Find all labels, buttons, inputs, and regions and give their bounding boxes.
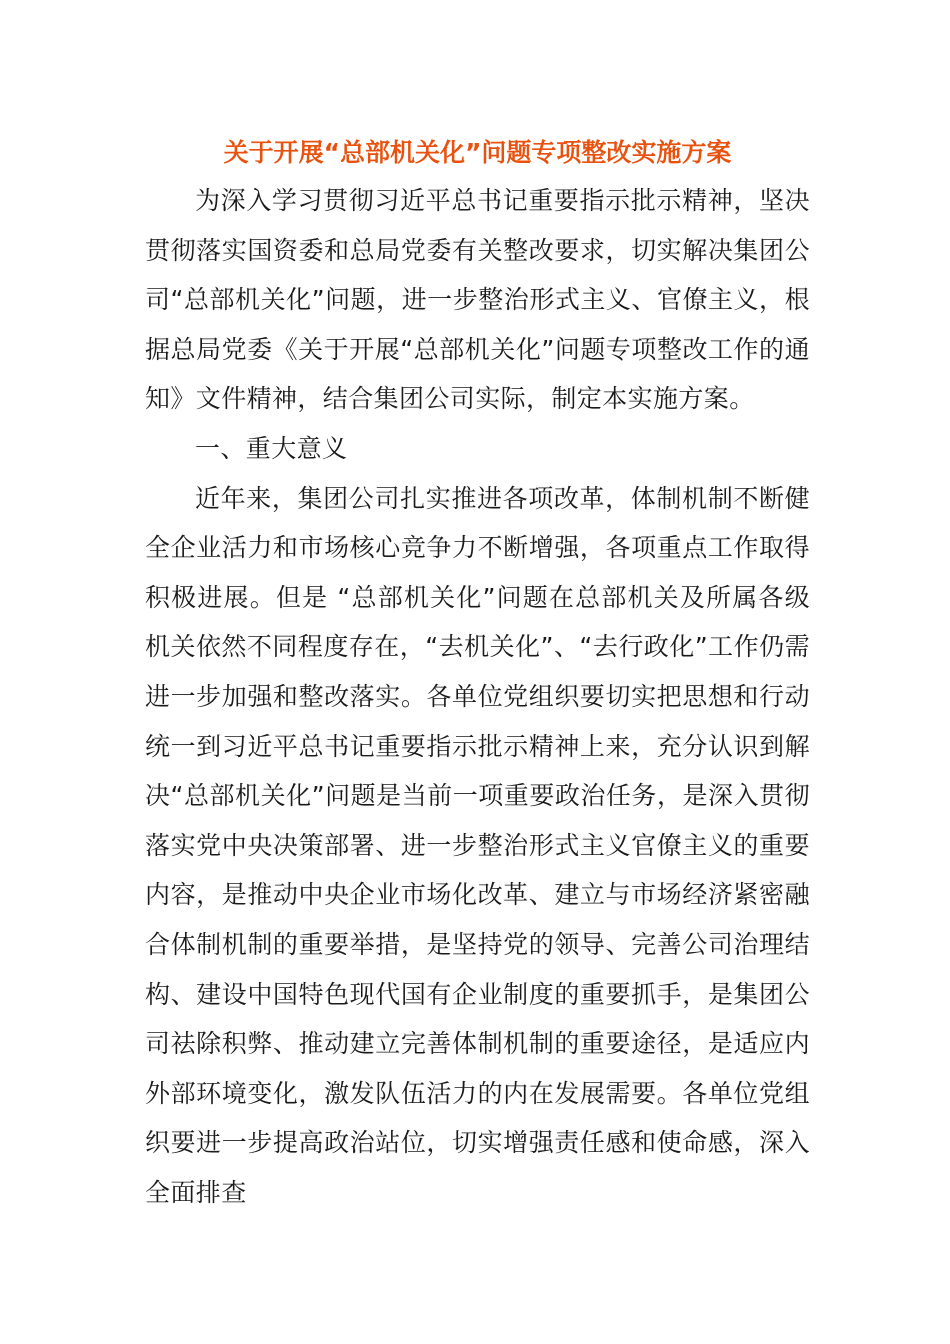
section-paragraph: 近年来，集团公司扎实推进各项改革，体制机制不断健全企业活力和市场核心竞争力不断增强，各项重点工作取得积极进展。但是 “总部机关化”问题在总部机关及所属各级机关依然不同程度存在，“去机关化”、“去行政化”工作仍需进一步加强和整改落实。各单位党组织要切实把思想和行动统一到习近平总书记重要指示批示精神上来，充分认识到解决“总部机关化”问题是当前一项重要政治任务，是深入贯彻落实党中央决策部署、进一步整治形式主义官僚主义的重要内容，是推动中央企业市场化改革、建立与市场经济紧密融合体制机制的重要举措，是坚持党的领导、完善公司治理结构、建设中国特色现代国有企业制度的重要抓手，是集团公司祛除积弊、推动建立完善体制机制的重要途径，是适应内外部环境变化，激发队伍活力的内在发展需要。各单位党组织要进一步提高政治站位，切实增强责任感和使命感，深入全面排查 [145,483,810,1207]
document-title: 关于开展“总部机关化”问题专项整改实施方案 [223,138,732,167]
intro-paragraph: 为深入学习贯彻习近平总书记重要指示批示精神，坚决贯彻落实国资委和总局党委有关整改要求，切实解决集团公司“总部机关化”问题，进一步整治形式主义、官僚主义，根据总局党委《关于开展“总部机关化”问题专项整改工作的通知》文件精神，结合集团公司实际，制定本实施方案。 [145,186,810,414]
document-page [145,130,810,1217]
section-heading: 一、重大意义 [195,433,348,463]
